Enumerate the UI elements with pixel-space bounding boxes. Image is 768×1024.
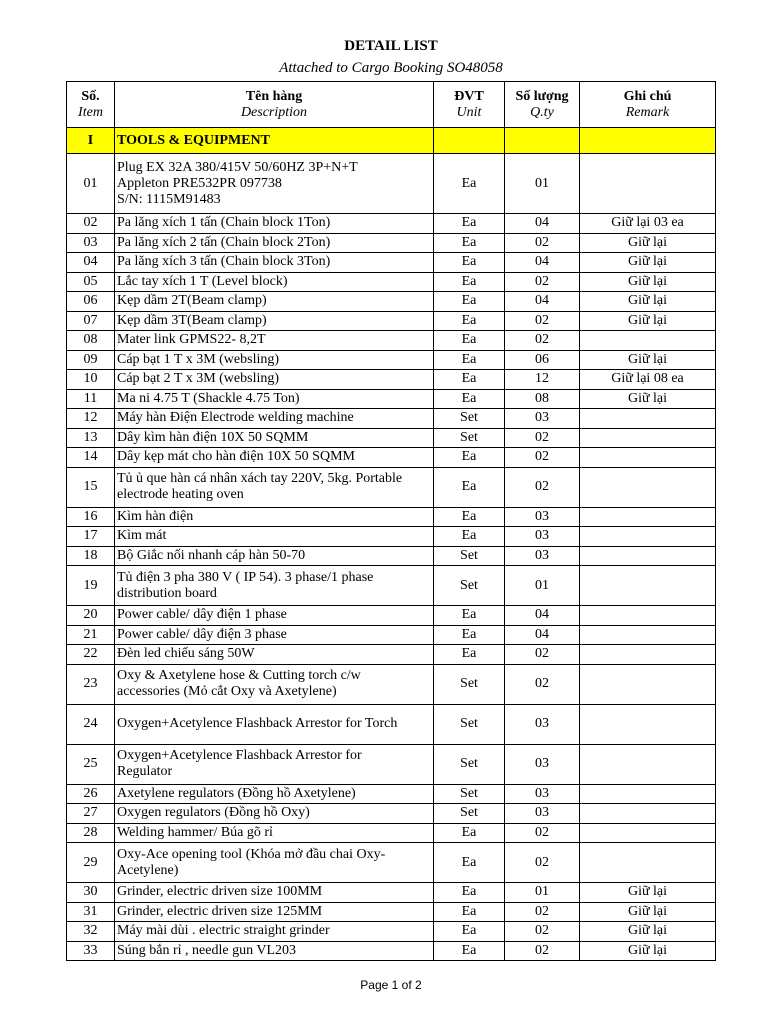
item-remark: Giữ lại bbox=[580, 350, 716, 370]
item-number: 25 bbox=[67, 744, 115, 784]
table-row bbox=[67, 606, 716, 626]
table-row bbox=[67, 428, 716, 448]
item-number: 08 bbox=[67, 331, 115, 351]
item-quantity: 03 bbox=[505, 744, 580, 784]
item-remark: Giữ lại bbox=[580, 311, 716, 331]
table-row bbox=[67, 233, 716, 253]
item-quantity: 03 bbox=[505, 704, 580, 744]
header-no-vi: Số. bbox=[81, 88, 100, 104]
item-remark: Giữ lại bbox=[580, 941, 716, 961]
item-unit: Set bbox=[434, 409, 505, 429]
item-description bbox=[115, 645, 434, 665]
header-unit-vi: ĐVT bbox=[454, 88, 484, 104]
item-description-line: Axetylene regulators (Đồng hồ Axetylene) bbox=[117, 785, 356, 801]
item-number: 12 bbox=[67, 409, 115, 429]
table-row bbox=[67, 507, 716, 527]
item-description bbox=[115, 922, 434, 942]
table-row bbox=[67, 370, 716, 390]
item-quantity: 01 bbox=[505, 154, 580, 214]
item-description bbox=[115, 154, 434, 214]
item-description-line: Kẹp dầm 2T(Beam clamp) bbox=[117, 293, 267, 309]
item-description bbox=[115, 214, 434, 234]
table-row bbox=[67, 331, 716, 351]
header-remark bbox=[580, 82, 716, 128]
item-remark bbox=[580, 704, 716, 744]
item-number: 18 bbox=[67, 546, 115, 566]
table-row bbox=[67, 883, 716, 903]
item-unit: Ea bbox=[434, 527, 505, 547]
item-quantity: 01 bbox=[505, 883, 580, 903]
item-number: 26 bbox=[67, 784, 115, 804]
table-row bbox=[67, 467, 716, 507]
item-remark bbox=[580, 804, 716, 824]
item-quantity: 03 bbox=[505, 409, 580, 429]
table-row bbox=[67, 922, 716, 942]
table-row bbox=[67, 664, 716, 704]
item-remark bbox=[580, 606, 716, 626]
header-description bbox=[115, 82, 434, 128]
section-title: TOOLS & EQUIPMENT bbox=[115, 128, 434, 154]
item-description bbox=[115, 467, 434, 507]
item-remark: Giữ lại bbox=[580, 922, 716, 942]
item-description-line: Cáp bạt 2 T x 3M (websling) bbox=[117, 371, 280, 387]
item-description-line: Dây kìm hàn điện 10X 50 SQMM bbox=[117, 429, 309, 445]
table-row bbox=[67, 704, 716, 744]
item-description-line: Oxygen regulators (Đồng hồ Oxy) bbox=[117, 805, 310, 821]
item-quantity: 03 bbox=[505, 784, 580, 804]
table-row bbox=[67, 292, 716, 312]
item-remark bbox=[580, 527, 716, 547]
item-remark: Giữ lại bbox=[580, 253, 716, 273]
item-unit: Set bbox=[434, 744, 505, 784]
item-unit: Ea bbox=[434, 389, 505, 409]
item-description bbox=[115, 941, 434, 961]
item-unit: Ea bbox=[434, 823, 505, 843]
item-description-line: Cáp bạt 1 T x 3M (websling) bbox=[117, 351, 280, 367]
item-description bbox=[115, 311, 434, 331]
item-unit: Ea bbox=[434, 902, 505, 922]
item-number: 15 bbox=[67, 467, 115, 507]
item-quantity: 04 bbox=[505, 292, 580, 312]
item-description bbox=[115, 409, 434, 429]
item-description bbox=[115, 527, 434, 547]
item-remark bbox=[580, 331, 716, 351]
item-description bbox=[115, 428, 434, 448]
item-unit: Set bbox=[434, 664, 505, 704]
item-description-line: Power cable/ dây điện 3 phase bbox=[117, 626, 287, 642]
item-quantity: 12 bbox=[505, 370, 580, 390]
item-number: 11 bbox=[67, 389, 115, 409]
item-description-line: electrode heating oven bbox=[117, 487, 244, 502]
item-quantity: 02 bbox=[505, 823, 580, 843]
item-description-line: Welding hammer/ Búa gõ rỉ bbox=[117, 824, 273, 840]
item-description-line: accessories (Mỏ cắt Oxy và Axetylene) bbox=[117, 684, 337, 699]
item-unit: Set bbox=[434, 804, 505, 824]
item-description-line: Oxy & Axetylene hose & Cutting torch c/w bbox=[117, 668, 361, 683]
table-row bbox=[67, 566, 716, 606]
item-remark bbox=[580, 448, 716, 468]
item-number: 31 bbox=[67, 902, 115, 922]
item-number: 05 bbox=[67, 272, 115, 292]
section-row bbox=[67, 128, 716, 154]
item-description bbox=[115, 664, 434, 704]
item-remark bbox=[580, 409, 716, 429]
item-description-line: Tủ ủ que hàn cá nhân xách tay 220V, 5kg. Portable bbox=[117, 471, 403, 486]
item-number: 30 bbox=[67, 883, 115, 903]
item-description bbox=[115, 389, 434, 409]
item-description-line: Bộ Giắc nối nhanh cáp hàn 50-70 bbox=[117, 547, 306, 563]
header-description-en: Description bbox=[240, 104, 308, 120]
header-no bbox=[67, 82, 115, 128]
item-number: 24 bbox=[67, 704, 115, 744]
item-description-line: Acetylene) bbox=[117, 862, 179, 878]
item-description-line: distribution board bbox=[117, 585, 217, 601]
item-number: 14 bbox=[67, 448, 115, 468]
table-row bbox=[67, 214, 716, 234]
item-description bbox=[115, 843, 434, 883]
item-description bbox=[115, 625, 434, 645]
header-no-en: Item bbox=[78, 104, 103, 120]
item-number: 28 bbox=[67, 823, 115, 843]
item-number: 21 bbox=[67, 625, 115, 645]
item-description-line: Plug EX 32A 380/415V 50/60HZ 3P+N+T bbox=[117, 159, 358, 175]
item-remark: Giữ lại bbox=[580, 292, 716, 312]
item-description-line: Pa lăng xích 2 tấn (Chain block 2Ton) bbox=[117, 234, 331, 250]
item-description bbox=[115, 902, 434, 922]
item-remark: Giữ lại 03 ea bbox=[580, 214, 716, 234]
item-description bbox=[115, 507, 434, 527]
item-unit: Ea bbox=[434, 233, 505, 253]
header-remark-vi: Ghi chú bbox=[623, 88, 672, 104]
page-footer: Page 1 of 2 bbox=[360, 978, 422, 992]
section-cell-empty bbox=[580, 128, 716, 154]
item-description bbox=[115, 744, 434, 784]
item-quantity: 04 bbox=[505, 606, 580, 626]
item-description-line: Ma ni 4.75 T (Shackle 4.75 Ton) bbox=[117, 390, 300, 406]
item-description-line: Kìm hàn điện bbox=[117, 508, 194, 524]
item-quantity: 02 bbox=[505, 902, 580, 922]
item-description-line: Pa lăng xích 1 tấn (Chain block 1Ton) bbox=[117, 215, 331, 231]
item-unit: Ea bbox=[434, 843, 505, 883]
document-subtitle: Attached to Cargo Booking SO48058 bbox=[279, 60, 503, 76]
header-remark-en: Remark bbox=[625, 104, 670, 120]
item-description bbox=[115, 370, 434, 390]
table-row bbox=[67, 409, 716, 429]
item-unit: Ea bbox=[434, 253, 505, 273]
detail-table-body bbox=[67, 82, 716, 961]
item-number: 03 bbox=[67, 233, 115, 253]
table-row bbox=[67, 625, 716, 645]
item-number: 06 bbox=[67, 292, 115, 312]
item-number: 07 bbox=[67, 311, 115, 331]
item-number: 10 bbox=[67, 370, 115, 390]
item-unit: Ea bbox=[434, 507, 505, 527]
item-quantity: 03 bbox=[505, 804, 580, 824]
item-unit: Set bbox=[434, 784, 505, 804]
item-remark bbox=[580, 154, 716, 214]
item-number: 23 bbox=[67, 664, 115, 704]
item-unit: Ea bbox=[434, 448, 505, 468]
table-row bbox=[67, 843, 716, 883]
table-row bbox=[67, 784, 716, 804]
item-number: 32 bbox=[67, 922, 115, 942]
item-remark bbox=[580, 843, 716, 883]
item-description bbox=[115, 331, 434, 351]
item-quantity: 02 bbox=[505, 922, 580, 942]
item-number: 13 bbox=[67, 428, 115, 448]
item-quantity: 03 bbox=[505, 527, 580, 547]
item-unit: Set bbox=[434, 566, 505, 606]
item-description-line: Grinder, electric driven size 100MM bbox=[117, 884, 323, 900]
item-unit: Ea bbox=[434, 606, 505, 626]
item-unit: Set bbox=[434, 704, 505, 744]
item-description-line: Máy hàn Điện Electrode welding machine bbox=[117, 410, 354, 426]
table-row bbox=[67, 527, 716, 547]
item-unit: Ea bbox=[434, 883, 505, 903]
item-description-line: Kìm mát bbox=[117, 528, 167, 544]
item-description bbox=[115, 566, 434, 606]
item-quantity: 01 bbox=[505, 566, 580, 606]
item-number: 19 bbox=[67, 566, 115, 606]
section-number: I bbox=[67, 128, 115, 154]
item-quantity: 04 bbox=[505, 214, 580, 234]
document-title: DETAIL LIST bbox=[344, 38, 438, 54]
item-quantity: 02 bbox=[505, 311, 580, 331]
item-description bbox=[115, 606, 434, 626]
item-quantity: 02 bbox=[505, 233, 580, 253]
item-remark: Giữ lại bbox=[580, 902, 716, 922]
item-remark bbox=[580, 566, 716, 606]
item-description-line: Oxygen+Acetylence Flashback Arrestor for Torch bbox=[117, 716, 398, 731]
header-qty bbox=[505, 82, 580, 128]
item-description bbox=[115, 292, 434, 312]
item-unit: Set bbox=[434, 428, 505, 448]
item-description bbox=[115, 784, 434, 804]
item-number: 29 bbox=[67, 843, 115, 883]
item-description-line: Oxygen+Acetylence Flashback Arrestor for bbox=[117, 748, 362, 763]
item-description-line: Máy mài dùi . electric straight grinder bbox=[117, 923, 330, 939]
item-number: 01 bbox=[67, 154, 115, 214]
table-row bbox=[67, 804, 716, 824]
header-unit-en: Unit bbox=[456, 104, 482, 120]
item-description bbox=[115, 233, 434, 253]
item-quantity: 04 bbox=[505, 625, 580, 645]
item-remark bbox=[580, 428, 716, 448]
item-remark: Giữ lại 08 ea bbox=[580, 370, 716, 390]
item-quantity: 06 bbox=[505, 350, 580, 370]
item-number: 22 bbox=[67, 645, 115, 665]
item-number: 04 bbox=[67, 253, 115, 273]
table-row bbox=[67, 823, 716, 843]
table-row bbox=[67, 272, 716, 292]
table-row bbox=[67, 902, 716, 922]
item-unit: Ea bbox=[434, 350, 505, 370]
item-unit: Set bbox=[434, 546, 505, 566]
item-unit: Ea bbox=[434, 154, 505, 214]
item-quantity: 04 bbox=[505, 253, 580, 273]
item-description bbox=[115, 823, 434, 843]
item-quantity: 02 bbox=[505, 941, 580, 961]
item-description-line: Power cable/ dây điện 1 phase bbox=[117, 607, 287, 623]
item-number: 17 bbox=[67, 527, 115, 547]
item-quantity: 02 bbox=[505, 843, 580, 883]
header-description-vi: Tên hàng bbox=[245, 88, 303, 104]
item-remark: Giữ lại bbox=[580, 233, 716, 253]
item-remark bbox=[580, 823, 716, 843]
item-description-line: Dây kẹp mát cho hàn điện 10X 50 SQMM bbox=[117, 449, 355, 465]
item-quantity: 03 bbox=[505, 546, 580, 566]
item-number: 33 bbox=[67, 941, 115, 961]
header-unit bbox=[434, 82, 505, 128]
item-remark: Giữ lại bbox=[580, 272, 716, 292]
header-qty-en: Q.ty bbox=[530, 104, 554, 120]
table-row bbox=[67, 941, 716, 961]
item-quantity: 02 bbox=[505, 664, 580, 704]
item-quantity: 02 bbox=[505, 428, 580, 448]
item-remark bbox=[580, 645, 716, 665]
item-number: 16 bbox=[67, 507, 115, 527]
item-unit: Ea bbox=[434, 331, 505, 351]
item-description-line: Đèn led chiếu sáng 50W bbox=[117, 646, 255, 662]
item-quantity: 02 bbox=[505, 331, 580, 351]
item-description-line: Mater link GPMS22- 8,2T bbox=[117, 332, 266, 348]
table-row bbox=[67, 546, 716, 566]
item-number: 27 bbox=[67, 804, 115, 824]
item-remark bbox=[580, 546, 716, 566]
section-cell-empty bbox=[505, 128, 580, 154]
item-unit: Ea bbox=[434, 467, 505, 507]
item-description-line: Appleton PRE532PR 097738 bbox=[117, 175, 282, 191]
item-description bbox=[115, 448, 434, 468]
item-description-line: Súng bắn rỉ , needle gun VL203 bbox=[117, 942, 296, 958]
item-quantity: 02 bbox=[505, 467, 580, 507]
item-unit: Ea bbox=[434, 625, 505, 645]
table-row bbox=[67, 448, 716, 468]
item-number: 02 bbox=[67, 214, 115, 234]
item-unit: Ea bbox=[434, 292, 505, 312]
header-qty-vi: Số lượng bbox=[515, 88, 569, 104]
item-description bbox=[115, 253, 434, 273]
table-row bbox=[67, 350, 716, 370]
item-description-line: S/N: 1115M91483 bbox=[117, 191, 221, 207]
item-remark: Giữ lại bbox=[580, 389, 716, 409]
item-unit: Ea bbox=[434, 370, 505, 390]
item-description-line: Lắc tay xích 1 T (Level block) bbox=[117, 273, 288, 289]
item-remark bbox=[580, 744, 716, 784]
item-description bbox=[115, 804, 434, 824]
table-row bbox=[67, 389, 716, 409]
item-description-line: Regulator bbox=[117, 764, 173, 779]
item-unit: Ea bbox=[434, 311, 505, 331]
item-unit: Ea bbox=[434, 941, 505, 961]
item-quantity: 03 bbox=[505, 507, 580, 527]
item-quantity: 02 bbox=[505, 448, 580, 468]
item-quantity: 02 bbox=[505, 645, 580, 665]
table-row bbox=[67, 253, 716, 273]
item-description-line: Tủ điện 3 pha 380 V ( IP 54). 3 phase/1 phase bbox=[117, 569, 374, 585]
header-row bbox=[67, 82, 716, 128]
item-number: 20 bbox=[67, 606, 115, 626]
item-remark bbox=[580, 625, 716, 645]
item-unit: Ea bbox=[434, 922, 505, 942]
item-unit: Ea bbox=[434, 214, 505, 234]
item-description-line: Grinder, electric driven size 125MM bbox=[117, 903, 323, 919]
item-quantity: 02 bbox=[505, 272, 580, 292]
item-description-line: Kẹp dầm 3T(Beam clamp) bbox=[117, 312, 267, 328]
item-unit: Ea bbox=[434, 272, 505, 292]
item-description-line: Pa lăng xích 3 tấn (Chain block 3Ton) bbox=[117, 254, 331, 270]
detail-table bbox=[66, 81, 716, 961]
item-remark bbox=[580, 467, 716, 507]
item-description bbox=[115, 546, 434, 566]
item-remark bbox=[580, 507, 716, 527]
item-remark bbox=[580, 664, 716, 704]
item-description bbox=[115, 704, 434, 744]
table-row bbox=[67, 744, 716, 784]
section-cell-empty bbox=[434, 128, 505, 154]
item-description bbox=[115, 883, 434, 903]
item-number: 09 bbox=[67, 350, 115, 370]
item-remark bbox=[580, 784, 716, 804]
item-unit: Ea bbox=[434, 645, 505, 665]
item-description bbox=[115, 350, 434, 370]
item-description bbox=[115, 272, 434, 292]
item-remark: Giữ lại bbox=[580, 883, 716, 903]
table-row bbox=[67, 154, 716, 214]
table-row bbox=[67, 645, 716, 665]
item-description-line: Oxy-Ace opening tool (Khóa mở đầu chai Oxy- bbox=[117, 846, 386, 862]
table-row bbox=[67, 311, 716, 331]
item-quantity: 08 bbox=[505, 389, 580, 409]
